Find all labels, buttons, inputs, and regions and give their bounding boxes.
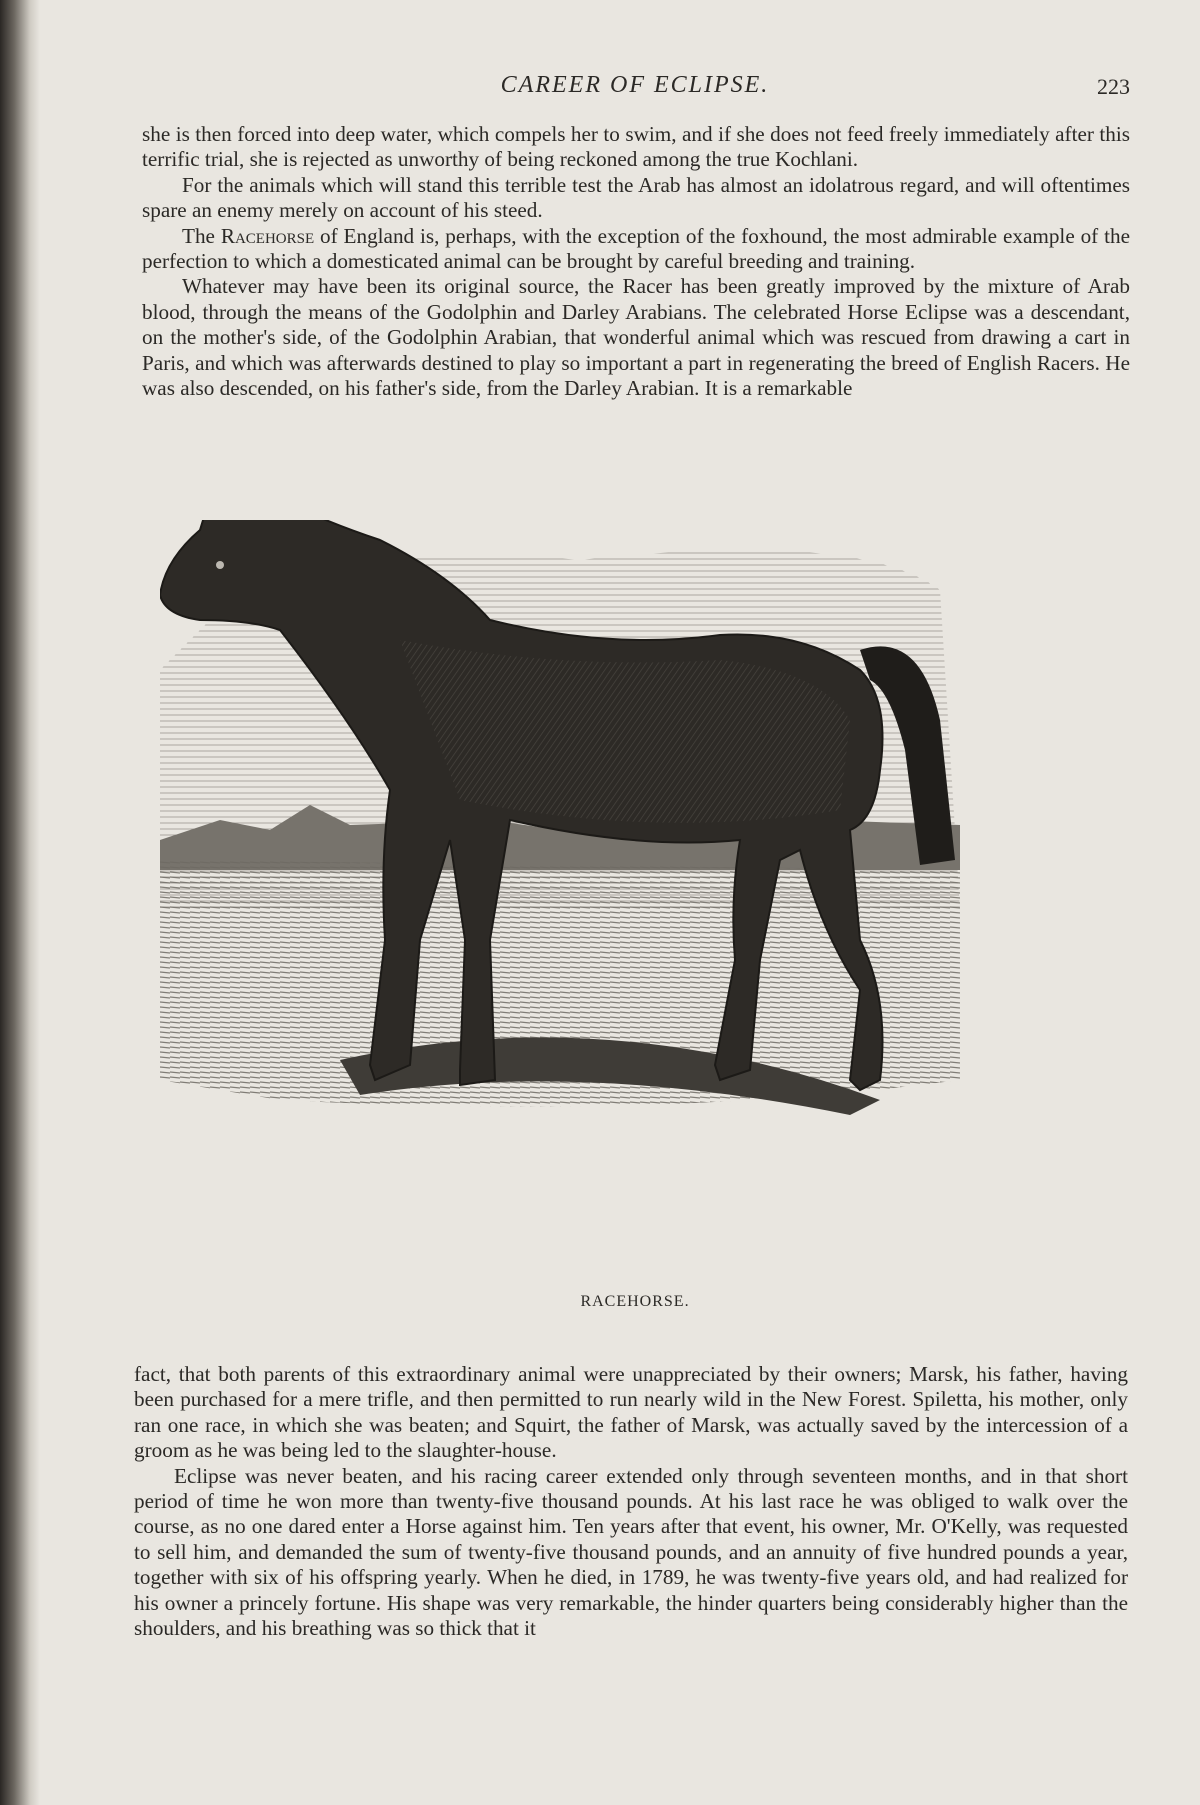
page-edge-shadow bbox=[0, 0, 40, 1805]
racehorse-smallcaps: Racehorse bbox=[220, 223, 315, 248]
page-number: 223 bbox=[1097, 74, 1130, 99]
top-text-block bbox=[142, 122, 1130, 401]
paragraph-arab-blood: Whatever may have been its original source, the Racer has been greatly improved by the mixture of Arab blood, through the means of the Godolphin and Darley Arabians. The celebrated Horse Eclipse was a descendant, on the mother's side, of the Godolphin Arabian, that wonderful animal which was rescued from drawing a cart in Paris, and which was afterwards destined to play so important a part in regenerating the breed of English Racers. He was also descended, on his father's side, from the Darley Arabian. It is a remarkable bbox=[142, 274, 1130, 401]
figure-caption: RACEHORSE. bbox=[580, 1293, 690, 1310]
running-title: CAREER OF ECLIPSE. bbox=[500, 72, 770, 98]
paragraph-eclipse-career: Eclipse was never beaten, and his racing career extended only through seventeen months, and in that short period of time he won more than twenty-five thousand pounds. At his last race he was obliged to walk over the course, as no one dared enter a Horse against him. Ten years after that event, his owner, Mr. O'Kelly, was requested to sell him, and demanded the sum of twenty-five thousand pounds, and an annuity of five hundred pounds a year, together with six of his offspring yearly. When he died, in 1789, he was twenty-five years old, and had realized for his owner a princely fortune. His shape was very remarkable, the hinder quarters being considerably higher than the shoulders, and his breathing was so thick that it bbox=[134, 1463, 1128, 1641]
paragraph-eclipse-parents: fact, that both parents of this extraordinary animal were unappreciated by their owners; Marsk, his father, having been purchased for a mere trifle, and then permitted to run nearly wild in the New Forest. Spiletta, his mother, only ran one race, in which she was beaten; and Squirt, the father of Marsk, was actually saved by the intercession of a groom as he was being led to the slaughter-house. bbox=[134, 1362, 1128, 1463]
horse-eye bbox=[216, 561, 224, 569]
paragraph-kochlani: she is then forced into deep water, which compels her to swim, and if she does not feed freely immediately after this terrific trial, she is rejected as unworthy of being reckoned among the true Kochlani. bbox=[142, 122, 1130, 172]
paragraph-arab-regard: For the animals which will stand this terrible test the Arab has almost an idolatrous regard, and will oftentimes spare an enemy merely on account of his steed. bbox=[142, 172, 1130, 223]
racehorse-engraving bbox=[160, 520, 1120, 1280]
bottom-text-block bbox=[134, 1362, 1128, 1641]
paragraph-racehorse-intro bbox=[142, 224, 1130, 275]
racehorse-paragraph-rest: of England is, perhaps, with the exception of the foxhound, the most admirable example of the perfection to which a domesticated animal can be brought by careful breeding and training. bbox=[142, 223, 1130, 274]
racehorse-lead-word: The bbox=[182, 223, 215, 248]
page-header bbox=[140, 72, 1130, 106]
